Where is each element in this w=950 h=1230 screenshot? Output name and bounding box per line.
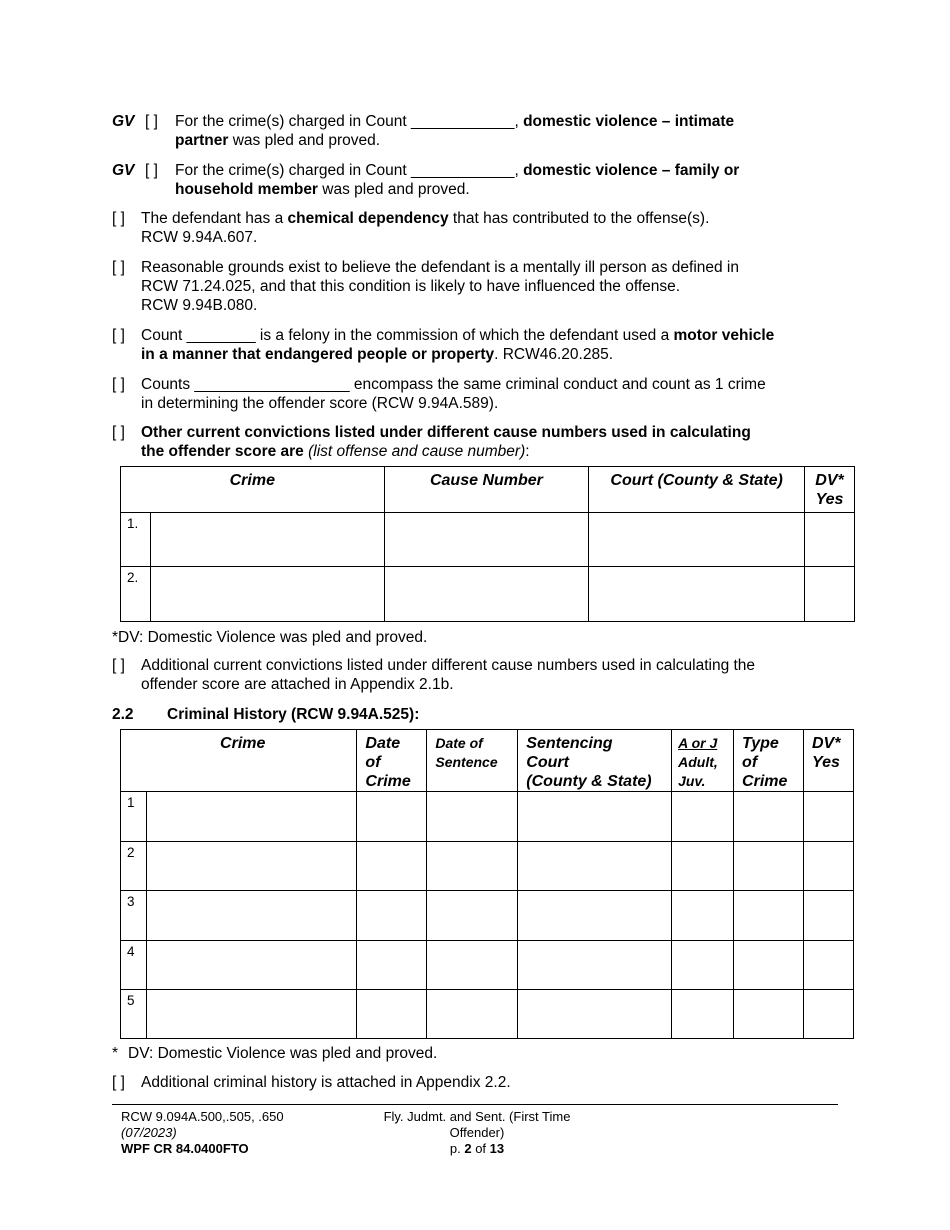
gv-intimate-partner-text: For the crime(s) charged in Count ____________, domestic violence – intimate <box>175 113 735 130</box>
motor-line1: Count ________ is a felony in the commission of which the defendant used a motor vehicle <box>141 327 775 344</box>
crime-cell[interactable] <box>146 891 356 941</box>
date-crime-cell[interactable] <box>357 891 427 941</box>
h2-date-of-sentence: Date of Sentence <box>427 730 518 792</box>
date-sentence-cell[interactable] <box>427 941 518 990</box>
dv-note-2: DV: Domestic Violence was pled and proved. <box>128 1045 438 1062</box>
gv-intimate-partner-text2: partner was pled and proved. <box>175 132 381 149</box>
header-cause-number: Cause Number <box>384 467 589 513</box>
counts-line1: Counts __________________ encompass the same criminal conduct and count as 1 crime <box>141 376 766 393</box>
section-number: 2.2 <box>112 706 134 723</box>
h2-dv: DV* Yes <box>803 730 853 792</box>
aj-cell[interactable] <box>672 941 734 990</box>
header-dv: DV* Yes <box>805 467 855 513</box>
crime-cell[interactable] <box>146 842 356 891</box>
mental-line2: RCW 71.24.025, and that this condition is likely to have influenced the offense. <box>141 278 681 295</box>
section-title: Criminal History (RCW 9.94A.525): <box>167 706 420 723</box>
crime-cell[interactable] <box>150 513 384 567</box>
table-row <box>121 792 854 842</box>
dv-cell[interactable] <box>803 792 853 842</box>
dv-cell[interactable] <box>803 842 853 891</box>
crime-cell[interactable] <box>150 567 384 622</box>
other-line2: the offender score are (list offense and cause number): <box>141 443 530 460</box>
table-row <box>121 567 855 622</box>
motor-checkbox[interactable]: [ ] <box>112 327 125 344</box>
date-sentence-cell[interactable] <box>427 990 518 1039</box>
mental-checkbox[interactable]: [ ] <box>112 259 125 276</box>
table-row <box>121 891 854 941</box>
footer-title-line2: Offender) <box>449 1125 505 1140</box>
aj-cell[interactable] <box>672 792 734 842</box>
dv-note-1: *DV: Domestic Violence was pled and proved. <box>112 629 428 646</box>
header-court: Court (County & State) <box>589 467 805 513</box>
dv-cell[interactable] <box>805 567 855 622</box>
counts-line2: in determining the offender score (RCW 9.94A.589). <box>141 395 499 412</box>
gv-family-checkbox[interactable]: [ ] <box>145 162 158 179</box>
criminal-history-table <box>120 729 854 1039</box>
other-checkbox[interactable]: [ ] <box>112 424 125 441</box>
date-sentence-cell[interactable] <box>427 891 518 941</box>
mental-line3: RCW 9.94B.080. <box>141 297 258 314</box>
court-cell[interactable] <box>518 842 672 891</box>
date-sentence-cell[interactable] <box>427 842 518 891</box>
date-sentence-cell[interactable] <box>427 792 518 842</box>
chemical-rcw: RCW 9.94A.607. <box>141 229 258 246</box>
aj-cell[interactable] <box>672 990 734 1039</box>
aj-cell[interactable] <box>672 842 734 891</box>
row-number: 3 <box>121 891 147 941</box>
crime-cell[interactable] <box>146 792 356 842</box>
dv-cell[interactable] <box>805 513 855 567</box>
h2-type-of-crime: Type of Crime <box>734 730 804 792</box>
crime-cell[interactable] <box>146 990 356 1039</box>
court-cell[interactable] <box>518 941 672 990</box>
court-cell[interactable] <box>589 567 805 622</box>
footer-page-number: p. 2 of 13 <box>449 1141 505 1156</box>
type-cell[interactable] <box>734 891 804 941</box>
dv-cell[interactable] <box>803 891 853 941</box>
row-number: 2 <box>121 842 147 891</box>
gv-family-text2: household member was pled and proved. <box>175 181 470 198</box>
type-cell[interactable] <box>734 792 804 842</box>
footer-title-line1: Fly. Judmt. and Sent. (First Time <box>383 1109 571 1124</box>
gv-family-text: For the crime(s) charged in Count ____________, domestic violence – family or <box>175 162 740 179</box>
court-cell[interactable] <box>518 990 672 1039</box>
dv-note-2-star: * <box>112 1045 119 1062</box>
additional-history-checkbox[interactable]: [ ] <box>112 1074 125 1091</box>
row-number: 5 <box>121 990 147 1039</box>
dv-cell[interactable] <box>803 990 853 1039</box>
table-row <box>121 842 854 891</box>
row-number: 1 <box>121 792 147 842</box>
gv-intimate-partner-checkbox[interactable]: [ ] <box>145 113 158 130</box>
type-cell[interactable] <box>734 842 804 891</box>
h2-sentencing-court: Sentencing Court (County & State) <box>518 730 672 792</box>
gv-family-prefix: GV <box>112 162 135 179</box>
cause-cell[interactable] <box>384 567 589 622</box>
table-row <box>121 513 855 567</box>
footer-date: (07/2023) <box>121 1125 177 1140</box>
other-line1: Other current convictions listed under different cause numbers used in calculating <box>141 424 751 441</box>
row-number: 4 <box>121 941 147 990</box>
cause-cell[interactable] <box>384 513 589 567</box>
table-row <box>121 941 854 990</box>
h2-date-of-crime: Date of Crime <box>357 730 427 792</box>
table-row <box>121 990 854 1039</box>
date-crime-cell[interactable] <box>357 792 427 842</box>
date-crime-cell[interactable] <box>357 941 427 990</box>
chemical-checkbox[interactable]: [ ] <box>112 210 125 227</box>
gv-intimate-partner-line1: GV <box>112 113 135 130</box>
header-crime: Crime <box>121 467 385 513</box>
current-convictions-table <box>120 466 855 622</box>
footer-divider <box>112 1104 838 1105</box>
date-crime-cell[interactable] <box>357 842 427 891</box>
additional-line2: offender score are attached in Appendix 2.1b. <box>141 676 454 693</box>
court-cell[interactable] <box>518 891 672 941</box>
footer-form-number: WPF CR 84.0400FTO <box>121 1141 249 1156</box>
mental-line1: Reasonable grounds exist to believe the defendant is a mentally ill person as defined in <box>141 259 739 276</box>
h2-a-or-j: A or J Adult, Juv. <box>672 730 734 792</box>
row-number: 1. <box>121 513 151 567</box>
additional-checkbox[interactable]: [ ] <box>112 657 125 674</box>
dv-cell[interactable] <box>803 941 853 990</box>
aj-cell[interactable] <box>672 891 734 941</box>
row-number: 2. <box>121 567 151 622</box>
type-cell[interactable] <box>734 941 804 990</box>
motor-line2: in a manner that endangered people or property. RCW46.20.285. <box>141 346 614 363</box>
h2-crime: Crime <box>121 730 357 792</box>
footer-rcw: RCW 9.094A.500,.505, .650 <box>121 1109 284 1124</box>
counts-checkbox[interactable]: [ ] <box>112 376 125 393</box>
date-crime-cell[interactable] <box>357 990 427 1039</box>
court-cell[interactable] <box>518 792 672 842</box>
chemical-text: The defendant has a chemical dependency that has contributed to the offense(s). <box>141 210 710 227</box>
type-cell[interactable] <box>734 990 804 1039</box>
additional-line1: Additional current convictions listed under different cause numbers used in calculating the <box>141 657 756 674</box>
court-cell[interactable] <box>589 513 805 567</box>
additional-history-text: Additional criminal history is attached in Appendix 2.2. <box>141 1074 511 1091</box>
crime-cell[interactable] <box>146 941 356 990</box>
